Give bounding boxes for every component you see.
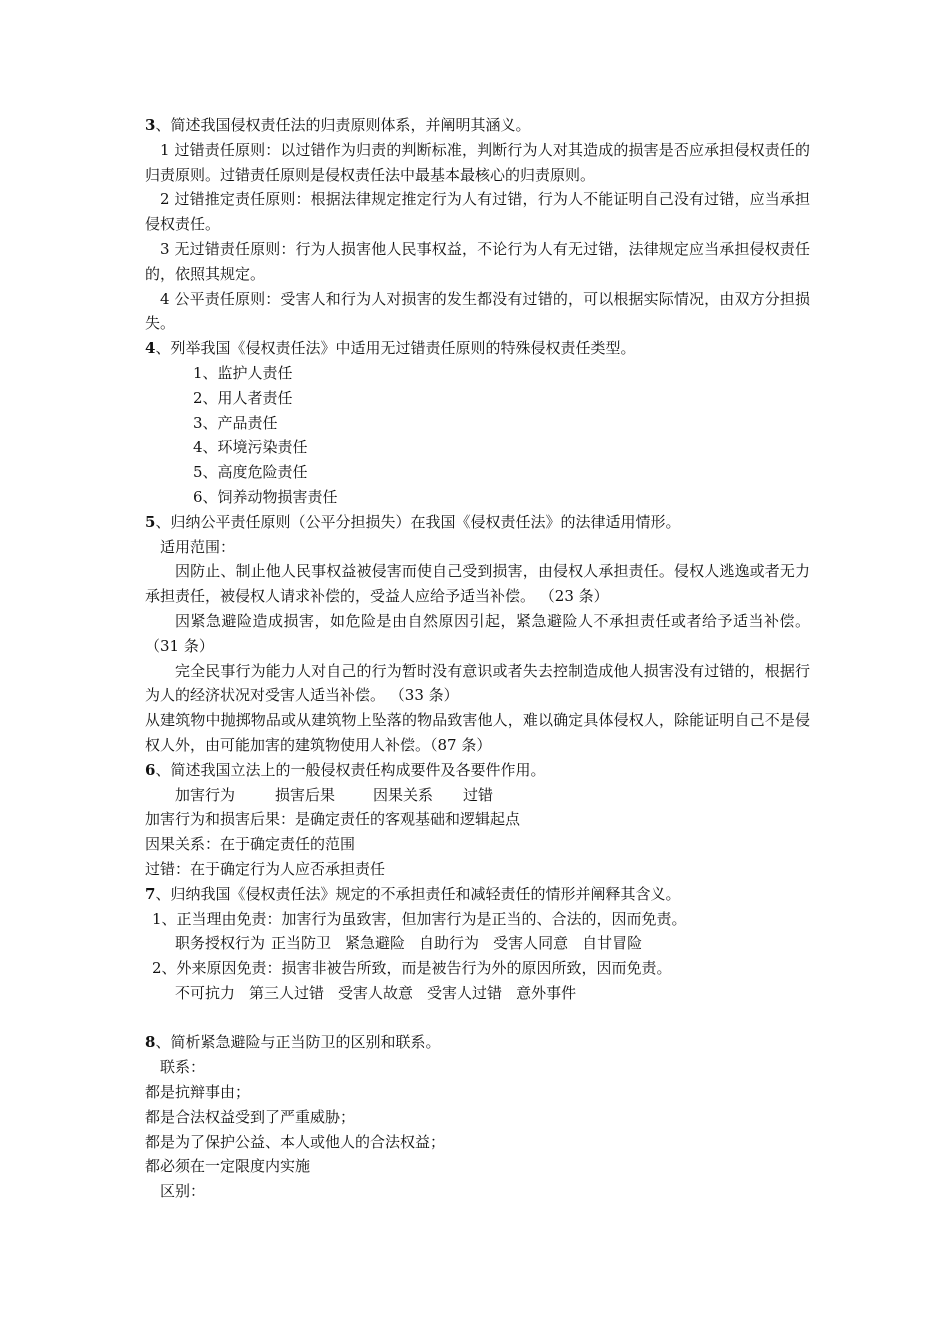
question-6-title: 6、简述我国立法上的一般侵权责任构成要件及各要件作用。	[145, 760, 546, 779]
q5-para-1: 因防止、制止他人民事权益被侵害而使自己受到损害，由侵权人承担责任。侵权人逃逸或者无力承担责任，被侵权人请求补偿的，受益人应给予适当补偿。 （23 条）	[145, 562, 810, 606]
q4-list-item: 3、产品责任	[193, 413, 278, 432]
q8-link-label: 联系：	[160, 1058, 206, 1077]
q6-line: 加害行为和损害后果：是确定责任的客观基础和逻辑起点	[145, 810, 521, 829]
q7-item-1: 1、正当理由免责：加害行为虽致害，但加害行为是正当的、合法的，因而免责。	[152, 909, 687, 928]
q6-element: 加害行为	[175, 785, 236, 804]
q6-elements-row	[145, 783, 810, 808]
q8-link-item: 都是为了保护公益、本人或他人的合法权益；	[145, 1132, 446, 1151]
q6-element: 因果关系	[373, 785, 434, 804]
q7-item-1-list: 职务授权行为 正当防卫 紧急避险 自助行为 受害人同意 自甘冒险	[175, 934, 643, 953]
q5-para-4: 从建筑物中抛掷物品或从建筑物上坠落的物品致害他人，难以确定具体侵权人，除能证明自己不是侵权人外，由可能加害的建筑物使用人补偿。（87 条）	[145, 711, 810, 754]
q6-element: 过错	[463, 785, 494, 804]
q3-item-3: 3 无过错责任原则：行为人损害他人民事权益，不论行为人有无过错，法律规定应当承担侵权责任的，依照其规定。	[145, 239, 810, 283]
question-5-title: 5、归纳公平责任原则（公平分担损失）在我国《侵权责任法》的法律适用情形。	[145, 512, 681, 531]
q4-list-item: 1、监护人责任	[193, 363, 293, 382]
q7-item-2-list: 不可抗力 第三人过错 受害人故意 受害人过错 意外事件	[175, 983, 577, 1002]
q3-item-1: 1 过错责任原则：以过错作为归责的判断标准，判断行为人对其造成的损害是否应承担侵权责任的归责原则。过错责任原则是侵权责任法中最基本最核心的归责原则。	[145, 140, 810, 184]
q5-para-2: 因紧急避险造成损害，如危险是由自然原因引起，紧急避险人不承担责任或者给予适当补偿。 （31 条）	[145, 611, 810, 655]
q4-list-item: 2、用人者责任	[193, 388, 293, 407]
question-8-title: 8、简析紧急避险与正当防卫的区别和联系。	[145, 1033, 441, 1052]
q5-scope-label: 适用范围：	[160, 537, 236, 556]
question-4-title: 4、列举我国《侵权责任法》中适用无过错责任原则的特殊侵权责任类型。	[145, 339, 636, 358]
document-page	[145, 113, 810, 1204]
q4-list-item: 4、环境污染责任	[193, 438, 308, 457]
q6-line: 过错：在于确定行为人应否承担责任	[145, 859, 386, 878]
q5-para-3: 完全民事行为能力人对自己的行为暂时没有意识或者失去控制造成他人损害没有过错的，根据行为人的经济状况对受害人适当补偿。 （33 条）	[145, 661, 810, 705]
q6-line: 因果关系：在于确定责任的范围	[145, 835, 356, 854]
q8-diff-label: 区别：	[160, 1182, 206, 1201]
question-3-title: 3、简述我国侵权责任法的归责原则体系，并阐明其涵义。	[145, 116, 531, 134]
q8-link-item: 都是抗辩事由；	[145, 1083, 251, 1102]
q7-item-2: 2、外来原因免责：损害非被告所致，而是被告行为外的原因所致，因而免责。	[152, 959, 672, 978]
q3-item-2: 2 过错推定责任原则：根据法律规定推定行为人有过错，行为人不能证明自己没有过错，应当承担侵权责任。	[145, 190, 810, 234]
q8-link-item: 都必须在一定限度内实施	[145, 1157, 311, 1176]
q4-list-item: 5、高度危险责任	[193, 463, 308, 482]
q4-list-item: 6、饲养动物损害责任	[193, 487, 338, 506]
question-7-title: 7、归纳我国《侵权责任法》规定的不承担责任和减轻责任的情形并阐释其含义。	[145, 884, 681, 903]
q6-element: 损害后果	[275, 785, 336, 804]
q8-link-item: 都是合法权益受到了严重威胁；	[145, 1107, 356, 1126]
q3-item-4: 4 公平责任原则：受害人和行为人对损害的发生都没有过错的，可以根据实际情况，由双方分担损失。	[145, 289, 810, 333]
